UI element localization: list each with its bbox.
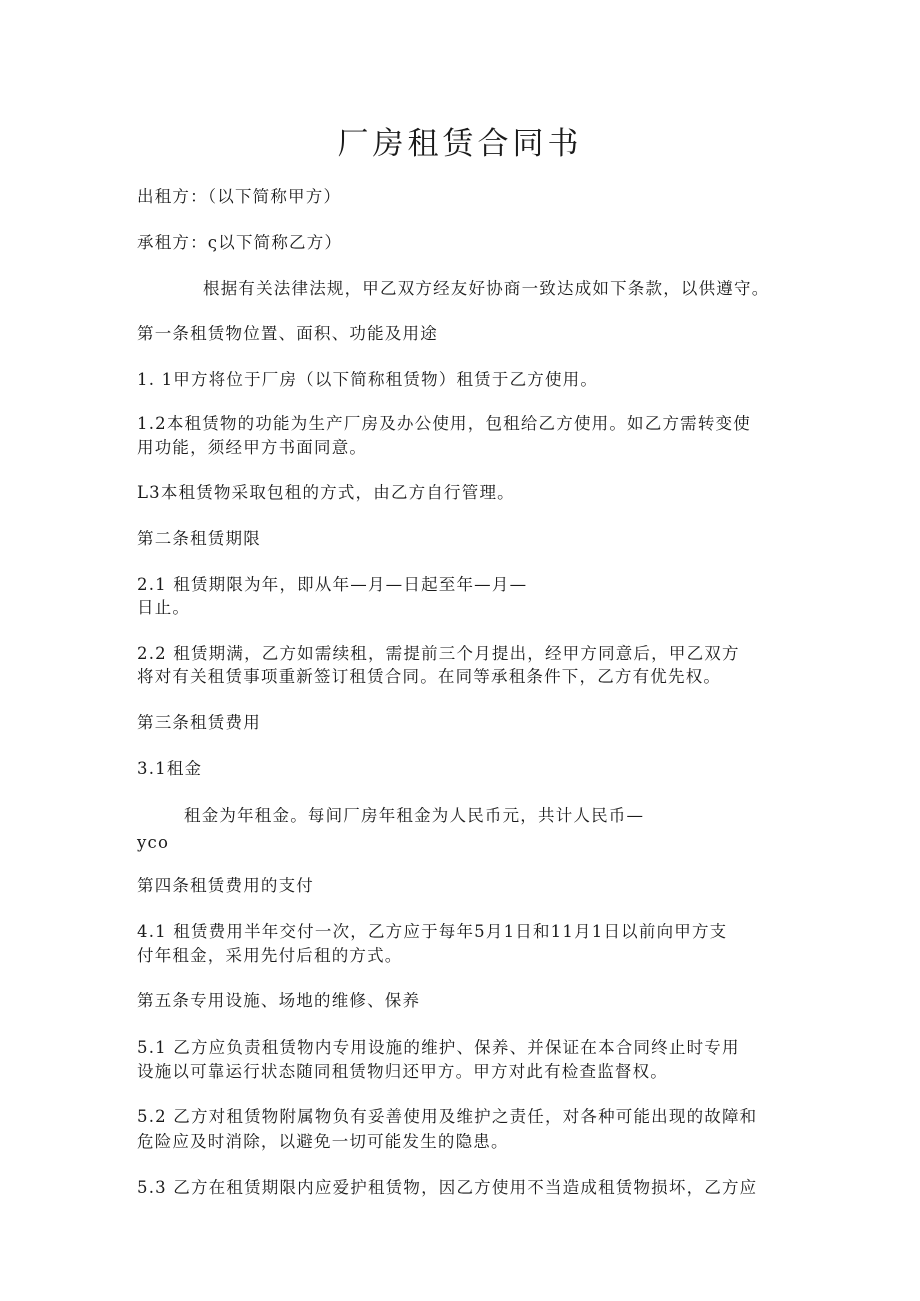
clause-5-2-line-2: 危险应及时消除，以避免一切可能发生的隐患。 bbox=[137, 1132, 509, 1151]
clause-4-1-line-1: 4.1 租赁费用半年交付一次，乙方应于每年5月1日和11月1日以前向甲方支 bbox=[137, 922, 728, 941]
clause-2-2-line-1: 2.2 租赁期满，乙方如需续租，需提前三个月提出，经甲方同意后，甲乙双方 bbox=[137, 644, 740, 663]
clause-5-3-line-1: 5.3 乙方在租赁期限内应爱护租赁物，因乙方使用不当造成租赁物损坏，乙方应 bbox=[137, 1178, 758, 1197]
article-4-heading: 第四条租赁费用的支付 bbox=[137, 876, 314, 895]
article-5-heading: 第五条专用设施、场地的维修、保养 bbox=[137, 991, 421, 1010]
preamble-paragraph: 根据有关法律法规，甲乙双方经友好协商一致达成如下条款，以供遵守。 bbox=[203, 279, 770, 298]
document-title: 厂房租赁合同书 bbox=[337, 126, 583, 162]
clause-1-3: L3本租赁物采取包租的方式，由乙方自行管理。 bbox=[137, 483, 515, 502]
article-1-heading: 第一条租赁物位置、面积、功能及用途 bbox=[137, 324, 438, 343]
clause-5-1-line-2: 设施以可靠运行状态随同租赁物归还甲方。甲方对此有检查监督权。 bbox=[137, 1062, 668, 1081]
clause-3-1-line-2: yco bbox=[137, 833, 170, 852]
clause-2-2-line-2: 将对有关租赁事项重新签订租赁合同。在同等承租条件下，乙方有优先权。 bbox=[137, 667, 722, 686]
clause-3-1-heading: 3.1租金 bbox=[137, 759, 203, 778]
clause-4-1-line-2: 付年租金，采用先付后租的方式。 bbox=[137, 946, 403, 965]
clause-2-1-line-1: 2.1 租赁期限为年，即从年—月—日起至年—月— bbox=[137, 575, 528, 594]
clause-5-2-line-1: 5.2 乙方对租赁物附属物负有妥善使用及维护之责任，对各种可能出现的故障和 bbox=[137, 1107, 758, 1126]
clause-1-2-line-1: 1.2本租赁物的功能为生产厂房及办公使用，包租给乙方使用。如乙方需转变使 bbox=[137, 414, 751, 433]
article-2-heading: 第二条租赁期限 bbox=[137, 529, 261, 548]
article-3-heading: 第三条租赁费用 bbox=[137, 713, 261, 732]
lessee-line: 承租方：ς以下简称乙方） bbox=[137, 233, 343, 252]
clause-3-1-line-1: 租金为年租金。每间厂房年租金为人民币元，共计人民币— bbox=[184, 806, 645, 825]
clause-1-1: 1. 1甲方将位于厂房（以下简称租赁物）租赁于乙方使用。 bbox=[137, 370, 599, 389]
clause-2-1-line-2: 日止。 bbox=[137, 598, 191, 617]
lessor-line: 出租方：（以下简称甲方） bbox=[137, 187, 342, 206]
clause-1-2-line-2: 用功能，须经甲方书面同意。 bbox=[137, 438, 368, 457]
clause-5-1-line-1: 5.1 乙方应负责租赁物内专用设施的维护、保养、并保证在本合同终止时专用 bbox=[137, 1038, 740, 1057]
